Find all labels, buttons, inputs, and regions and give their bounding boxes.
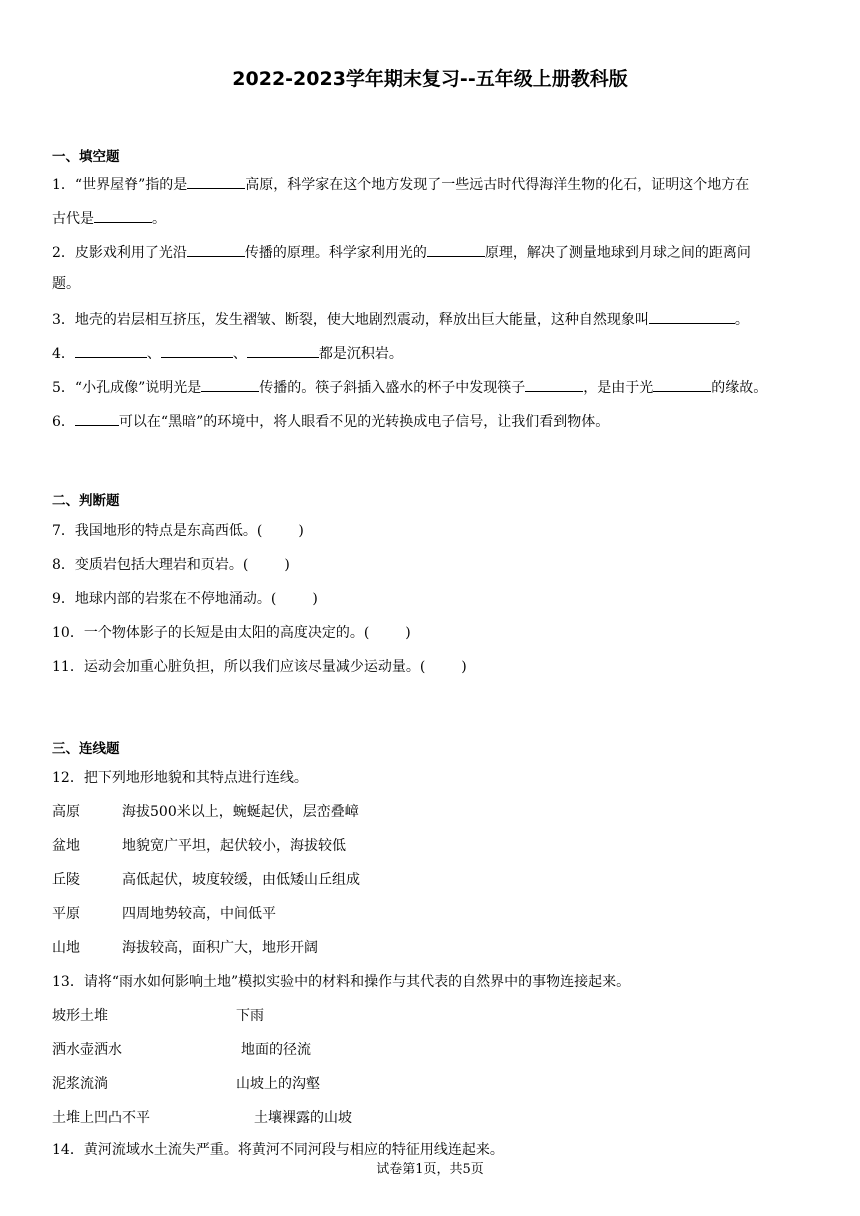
- section-heading-match: 三、连线题: [52, 741, 120, 757]
- match-left-item[interactable]: 盆地: [52, 838, 80, 854]
- match-left-item[interactable]: 土堆上凹凸不平: [52, 1110, 150, 1126]
- question-2-text-b: 传播的原理。科学家利用光的: [244, 245, 427, 261]
- question-1-line-1: [52, 173, 749, 195]
- question-6-text-a: 6．: [52, 414, 75, 430]
- question-5-text-d: 的缘故。: [711, 380, 768, 396]
- question-12-stem: 12．把下列地形地貌和其特点进行连线。: [52, 770, 308, 786]
- match-left-item[interactable]: 丘陵: [52, 872, 80, 888]
- match-right-item[interactable]: 山坡上的沟壑: [236, 1076, 320, 1092]
- question-7-text: 7．我国地形的特点是东高西低。(: [52, 523, 263, 539]
- question-1-text-c: 古代是: [52, 211, 94, 227]
- answer-blank: [247, 342, 319, 358]
- question-14-stem: 14．黄河流域水土流失严重。将黄河不同河段与相应的特征用线连起来。: [52, 1142, 504, 1158]
- match-left-item[interactable]: 坡形土堆: [52, 1008, 108, 1024]
- question-1-text-a: 1．“世界屋脊”指的是: [52, 177, 188, 193]
- match-left-item[interactable]: 高原: [52, 804, 80, 820]
- question-4: [52, 342, 403, 364]
- question-4-text-a: 4．: [52, 346, 75, 362]
- answer-blank: [649, 308, 735, 324]
- question-5-text-b: 传播的。筷子斜插入盛水的杯子中发现筷子: [259, 380, 526, 396]
- page-footer: 试卷第1页，共5页: [376, 1162, 484, 1177]
- match-right-item[interactable]: 四周地势较高，中间低平: [122, 906, 276, 922]
- question-11: [52, 657, 467, 677]
- match-left-item[interactable]: 泥浆流淌: [52, 1076, 108, 1092]
- question-10: [52, 623, 411, 643]
- match-left-item[interactable]: 洒水壶洒水: [52, 1042, 122, 1058]
- question-11-close: ): [461, 659, 467, 675]
- question-3: [52, 308, 749, 330]
- question-11-text: 11．运动会加重心脏负担，所以我们应该尽量减少运动量。(: [52, 659, 426, 675]
- question-10-close: ): [405, 625, 411, 641]
- question-1-line-2: [52, 207, 166, 229]
- match-right-item[interactable]: 地面的径流: [241, 1042, 311, 1058]
- answer-blank: [75, 410, 119, 426]
- match-right-item[interactable]: 地貌宽广平坦，起伏较小，海拔较低: [122, 838, 346, 854]
- question-7-close: ): [298, 523, 304, 539]
- match-left-item[interactable]: 平原: [52, 906, 80, 922]
- question-10-text: 10．一个物体影子的长短是由太阳的高度决定的。(: [52, 625, 370, 641]
- question-4-sep: 、: [232, 346, 247, 362]
- question-2-line-2: [52, 274, 80, 294]
- question-2-text-a: 2．皮影戏利用了光沿: [52, 245, 187, 261]
- match-right-item[interactable]: 海拔较高，面积广大，地形开阔: [122, 940, 318, 956]
- answer-blank: [187, 173, 245, 189]
- question-1-text-b: 高原，科学家在这个地方发现了一些远古时代得海洋生物的化石，证明这个地方在: [245, 177, 750, 193]
- answer-blank: [187, 241, 245, 257]
- question-5-text-a: 5．“小孔成像”说明光是: [52, 380, 202, 396]
- question-3-text-a: 3．地壳的岩层相互挤压，发生褶皱、断裂，使大地剧烈震动，释放出巨大能量，这种自然现象叫: [52, 312, 649, 328]
- answer-blank: [94, 207, 152, 223]
- answer-blank: [525, 376, 583, 392]
- match-right-item[interactable]: 土壤裸露的山坡: [254, 1110, 352, 1126]
- question-8-close: ): [284, 557, 290, 573]
- answer-blank: [427, 241, 485, 257]
- match-right-item[interactable]: 海拔500米以上，蜿蜒起伏，层峦叠嶂: [122, 804, 359, 820]
- question-7: [52, 521, 304, 541]
- question-3-text-b: 。: [734, 312, 749, 328]
- page-title: 2022-2023学年期末复习--五年级上册教科版: [232, 68, 628, 90]
- answer-blank: [161, 342, 233, 358]
- question-6: [52, 410, 609, 432]
- question-2-line-1: [52, 241, 751, 263]
- answer-blank: [75, 342, 147, 358]
- match-right-item[interactable]: 高低起伏，坡度较缓，由低矮山丘组成: [122, 872, 360, 888]
- match-left-item[interactable]: 山地: [52, 940, 80, 956]
- answer-blank: [653, 376, 711, 392]
- answer-blank: [201, 376, 259, 392]
- section-heading-fill: 一、填空题: [52, 149, 120, 165]
- question-5-text-c: ，是由于光: [583, 380, 654, 396]
- question-4-text-b: 都是沉积岩。: [318, 346, 403, 362]
- question-13-stem: 13．请将“雨水如何影响土地”模拟实验中的材料和操作与其代表的自然界中的事物连接起来。: [52, 974, 631, 990]
- question-2-text-d: 题。: [52, 276, 80, 292]
- question-5: [52, 376, 767, 398]
- question-8-text: 8．变质岩包括大理岩和页岩。(: [52, 557, 249, 573]
- question-8: [52, 555, 290, 575]
- question-1-text-d: 。: [152, 211, 166, 227]
- question-9-close: ): [312, 591, 318, 607]
- match-right-item[interactable]: 下雨: [236, 1008, 264, 1024]
- question-9: [52, 589, 318, 609]
- section-heading-judge: 二、判断题: [52, 493, 120, 509]
- question-9-text: 9．地球内部的岩浆在不停地涌动。(: [52, 591, 277, 607]
- question-6-text-b: 可以在“黑暗”的环境中，将人眼看不见的光转换成电子信号，让我们看到物体。: [118, 414, 610, 430]
- question-2-text-c: 原理，解决了测量地球到月球之间的距离问: [484, 245, 751, 261]
- question-4-sep: 、: [146, 346, 161, 362]
